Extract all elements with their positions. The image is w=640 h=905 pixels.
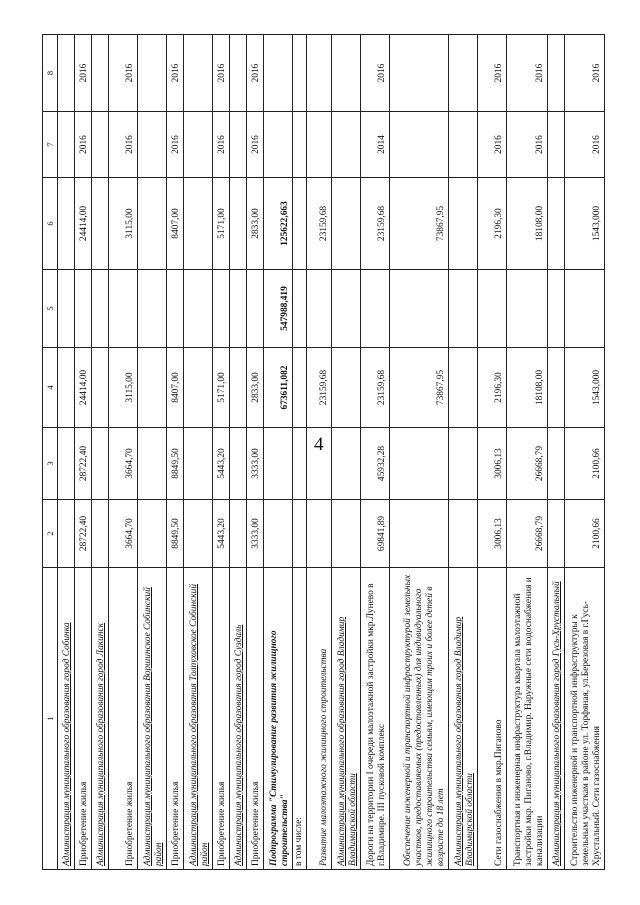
cell-c3 [293, 428, 307, 500]
cell-c3 [390, 428, 449, 500]
org-row [184, 35, 213, 870]
cell-c8: 2016 [507, 35, 548, 112]
cell-c7: 2016 [247, 112, 264, 178]
column-header: 4 [43, 348, 58, 428]
cell-c7: 2016 [507, 112, 548, 178]
cell-c6 [293, 178, 307, 270]
cell-c4: 73867,95 [390, 348, 449, 428]
cell-c7: 2016 [213, 112, 230, 178]
row-label: Обеспечение инженерной и транспортной инфраструктурой земельных участков, предоставляемых (предоставленных) для индивидуального жилищного строительства семьям, имеющим троих и более детей в возрасте до 18 лет [390, 568, 449, 870]
cell-c2 [390, 500, 449, 568]
cell-c5 [138, 270, 167, 348]
cell-c8: 2016 [565, 35, 605, 112]
cell-c2: 2100,66 [565, 500, 605, 568]
cell-c2: 3664,70 [109, 500, 138, 568]
cell-c7 [293, 112, 307, 178]
page-number: 4 [314, 434, 324, 455]
cell-c6: 1543,000 [565, 178, 605, 270]
table-row [307, 35, 332, 870]
row-label: Приобретение жилья [213, 568, 230, 870]
cell-c4: 3115,00 [109, 348, 138, 428]
cell-c8: 2016 [109, 35, 138, 112]
row-label: Администрация муниципального образования город Лакинск [92, 568, 109, 870]
cell-c3 [332, 428, 361, 500]
cell-c2 [449, 500, 478, 568]
cell-c6 [449, 178, 478, 270]
cell-c5 [449, 270, 478, 348]
cell-c3 [548, 428, 565, 500]
cell-c6 [138, 178, 167, 270]
cell-c4 [449, 348, 478, 428]
cell-c7: 2016 [75, 112, 92, 178]
cell-c7 [184, 112, 213, 178]
cell-c4 [92, 348, 109, 428]
cell-c8 [548, 35, 565, 112]
cell-c8: 2016 [247, 35, 264, 112]
cell-c7: 2016 [167, 112, 184, 178]
org-row [138, 35, 167, 870]
row-label: Администрация муниципального образования город Собинка [58, 568, 75, 870]
cell-c2 [548, 500, 565, 568]
row-label: в том числе: [293, 568, 307, 870]
column-header: 7 [43, 112, 58, 178]
cell-c5 [213, 270, 230, 348]
cell-c7 [264, 112, 293, 178]
cell-c8 [293, 35, 307, 112]
cell-c7 [307, 112, 332, 178]
cell-c4: 23159,68 [361, 348, 390, 428]
cell-c4 [293, 348, 307, 428]
cell-c8 [138, 35, 167, 112]
cell-c2: 69841,89 [361, 500, 390, 568]
row-label: Приобретение жилья [75, 568, 92, 870]
row-label: Дороги на территории I очереди малоэтажной застройки мкр.Лунево в г.Владимире. III пусковой комплекс [361, 568, 390, 870]
cell-c6: 2833,00 [247, 178, 264, 270]
cell-c3 [138, 428, 167, 500]
row-label: Подпрограмма "Стимулирование развития жилищного строительства" [264, 568, 293, 870]
table-row [109, 35, 138, 870]
column-header: 8 [43, 35, 58, 112]
cell-c8 [184, 35, 213, 112]
table-row [247, 35, 264, 870]
cell-c7: 2016 [478, 112, 507, 178]
cell-c6: 5171,00 [213, 178, 230, 270]
cell-c4: 2196,30 [478, 348, 507, 428]
cell-c7 [58, 112, 75, 178]
cell-c5 [293, 270, 307, 348]
cell-c3: 45932,28 [361, 428, 390, 500]
subprogram-row [264, 35, 293, 870]
cell-c8: 2016 [75, 35, 92, 112]
cell-c6: 2196,30 [478, 178, 507, 270]
row-label: Приобретение жилья [167, 568, 184, 870]
cell-c7 [332, 112, 361, 178]
table-body [58, 35, 605, 870]
cell-c4: 18108,00 [507, 348, 548, 428]
cell-c7 [230, 112, 247, 178]
cell-c7: 2016 [109, 112, 138, 178]
org-row [449, 35, 478, 870]
cell-c5 [548, 270, 565, 348]
cell-c6 [230, 178, 247, 270]
row-label: Администрация муниципального образования город Владимир Владимирской области [332, 568, 361, 870]
cell-c6: 23159,68 [361, 178, 390, 270]
cell-c5 [75, 270, 92, 348]
row-label: Администрация муниципального образования город Суздаль [230, 568, 247, 870]
cell-c2 [92, 500, 109, 568]
cell-c6: 24414,00 [75, 178, 92, 270]
cell-c5: 547988,419 [264, 270, 293, 348]
funding-table [42, 34, 605, 870]
cell-c7: 2016 [565, 112, 605, 178]
row-label: Сети газоснабжения в мкр.Пиганово [478, 568, 507, 870]
cell-c2 [293, 500, 307, 568]
table-row [478, 35, 507, 870]
cell-c8: 2016 [167, 35, 184, 112]
cell-c2 [230, 500, 247, 568]
org-row [92, 35, 109, 870]
table-row [213, 35, 230, 870]
cell-c5 [58, 270, 75, 348]
cell-c8 [307, 35, 332, 112]
cell-c5 [390, 270, 449, 348]
cell-c7 [390, 112, 449, 178]
cell-c4 [230, 348, 247, 428]
cell-c8 [92, 35, 109, 112]
rotated-table-container [42, 35, 603, 870]
cell-c6 [332, 178, 361, 270]
column-header: 1 [43, 568, 58, 870]
cell-c2: 3333,00 [247, 500, 264, 568]
cell-c6 [58, 178, 75, 270]
cell-c5 [230, 270, 247, 348]
cell-c5 [92, 270, 109, 348]
column-header: 5 [43, 270, 58, 348]
org-row [58, 35, 75, 870]
cell-c3 [58, 428, 75, 500]
cell-c7 [138, 112, 167, 178]
cell-c8: 2016 [478, 35, 507, 112]
table-row [565, 35, 605, 870]
cell-c7: 2014 [361, 112, 390, 178]
cell-c5 [184, 270, 213, 348]
cell-c8 [230, 35, 247, 112]
cell-c2 [138, 500, 167, 568]
cell-c3 [184, 428, 213, 500]
cell-c4: 5171,00 [213, 348, 230, 428]
cell-c5 [507, 270, 548, 348]
cell-c8: 2016 [213, 35, 230, 112]
table-row [167, 35, 184, 870]
row-label: Администрация муниципального образования Воршинское Собинский район [138, 568, 167, 870]
cell-c4 [332, 348, 361, 428]
cell-c2 [264, 500, 293, 568]
cell-c8 [58, 35, 75, 112]
table-row [507, 35, 548, 870]
cell-c4: 2833,00 [247, 348, 264, 428]
cell-c3: 2100,66 [565, 428, 605, 500]
row-label: Администрация муниципального образования город Гусь-Хрустальный [548, 568, 565, 870]
cell-c3 [230, 428, 247, 500]
org-row [548, 35, 565, 870]
column-header: 3 [43, 428, 58, 500]
cell-c4: 24414,00 [75, 348, 92, 428]
cell-c7 [449, 112, 478, 178]
cell-c6: 125622,663 [264, 178, 293, 270]
cell-c2: 28722,40 [75, 500, 92, 568]
cell-c3: 3006,13 [478, 428, 507, 500]
cell-c8 [449, 35, 478, 112]
cell-c3: 3664,70 [109, 428, 138, 500]
cell-c5 [478, 270, 507, 348]
header-row [43, 35, 58, 870]
cell-c2 [307, 500, 332, 568]
cell-c3 [449, 428, 478, 500]
cell-c4 [138, 348, 167, 428]
cell-c5 [332, 270, 361, 348]
cell-c3: 3333,00 [247, 428, 264, 500]
column-header: 6 [43, 178, 58, 270]
cell-c5 [109, 270, 138, 348]
cell-c4: 673611,082 [264, 348, 293, 428]
cell-c3: 5443,20 [213, 428, 230, 500]
table-row [75, 35, 92, 870]
cell-c6 [184, 178, 213, 270]
cell-c2 [58, 500, 75, 568]
cell-c2: 3006,13 [478, 500, 507, 568]
cell-c3: 26668,79 [507, 428, 548, 500]
org-row [332, 35, 361, 870]
cell-c2: 26668,79 [507, 500, 548, 568]
cell-c6: 18108,00 [507, 178, 548, 270]
cell-c2 [332, 500, 361, 568]
row-label: Приобретение жилья [247, 568, 264, 870]
table-row [293, 35, 307, 870]
cell-c4 [548, 348, 565, 428]
cell-c8: 2016 [361, 35, 390, 112]
row-label: Администрация муниципального образования Толпуховское Собинский район [184, 568, 213, 870]
cell-c4: 1543,000 [565, 348, 605, 428]
cell-c7 [92, 112, 109, 178]
cell-c3 [307, 428, 332, 500]
row-label: Приобретение жилья [109, 568, 138, 870]
cell-c7 [548, 112, 565, 178]
cell-c6 [92, 178, 109, 270]
cell-c6: 8407,00 [167, 178, 184, 270]
cell-c5 [167, 270, 184, 348]
cell-c6 [548, 178, 565, 270]
cell-c5 [361, 270, 390, 348]
row-label: Строительство инженерной и транспортной инфраструктуры к земельным участкам в районе ул. Торфяная, ул.Березовая в г.Гусь-Хрустальный. Сети газоснабжения [565, 568, 605, 870]
cell-c6: 73867,95 [390, 178, 449, 270]
cell-c4: 23159,68 [307, 348, 332, 428]
table-row [390, 35, 449, 870]
row-label: Развитие малоэтажного жилищного строительства [307, 568, 332, 870]
cell-c3 [264, 428, 293, 500]
cell-c8 [264, 35, 293, 112]
cell-c3: 8849,50 [167, 428, 184, 500]
org-row [230, 35, 247, 870]
table-row [361, 35, 390, 870]
row-label: Администрация муниципального образования город Владимир Владимирской области [449, 568, 478, 870]
cell-c6: 3115,00 [109, 178, 138, 270]
cell-c5 [247, 270, 264, 348]
cell-c4 [58, 348, 75, 428]
cell-c2: 8849,50 [167, 500, 184, 568]
cell-c2 [184, 500, 213, 568]
row-label: Транспортная и инженерная инфраструктура квартала малоэтажной застройки мкр. Пиганово, г.Владимир. Наружные сети водоснабжения и канализации [507, 568, 548, 870]
cell-c3: 28722,40 [75, 428, 92, 500]
cell-c6: 23159,68 [307, 178, 332, 270]
cell-c4 [184, 348, 213, 428]
cell-c5 [565, 270, 605, 348]
column-header: 2 [43, 500, 58, 568]
cell-c2: 5443,20 [213, 500, 230, 568]
cell-c8 [332, 35, 361, 112]
cell-c5 [307, 270, 332, 348]
cell-c8 [390, 35, 449, 112]
cell-c3 [92, 428, 109, 500]
cell-c4: 8407,00 [167, 348, 184, 428]
